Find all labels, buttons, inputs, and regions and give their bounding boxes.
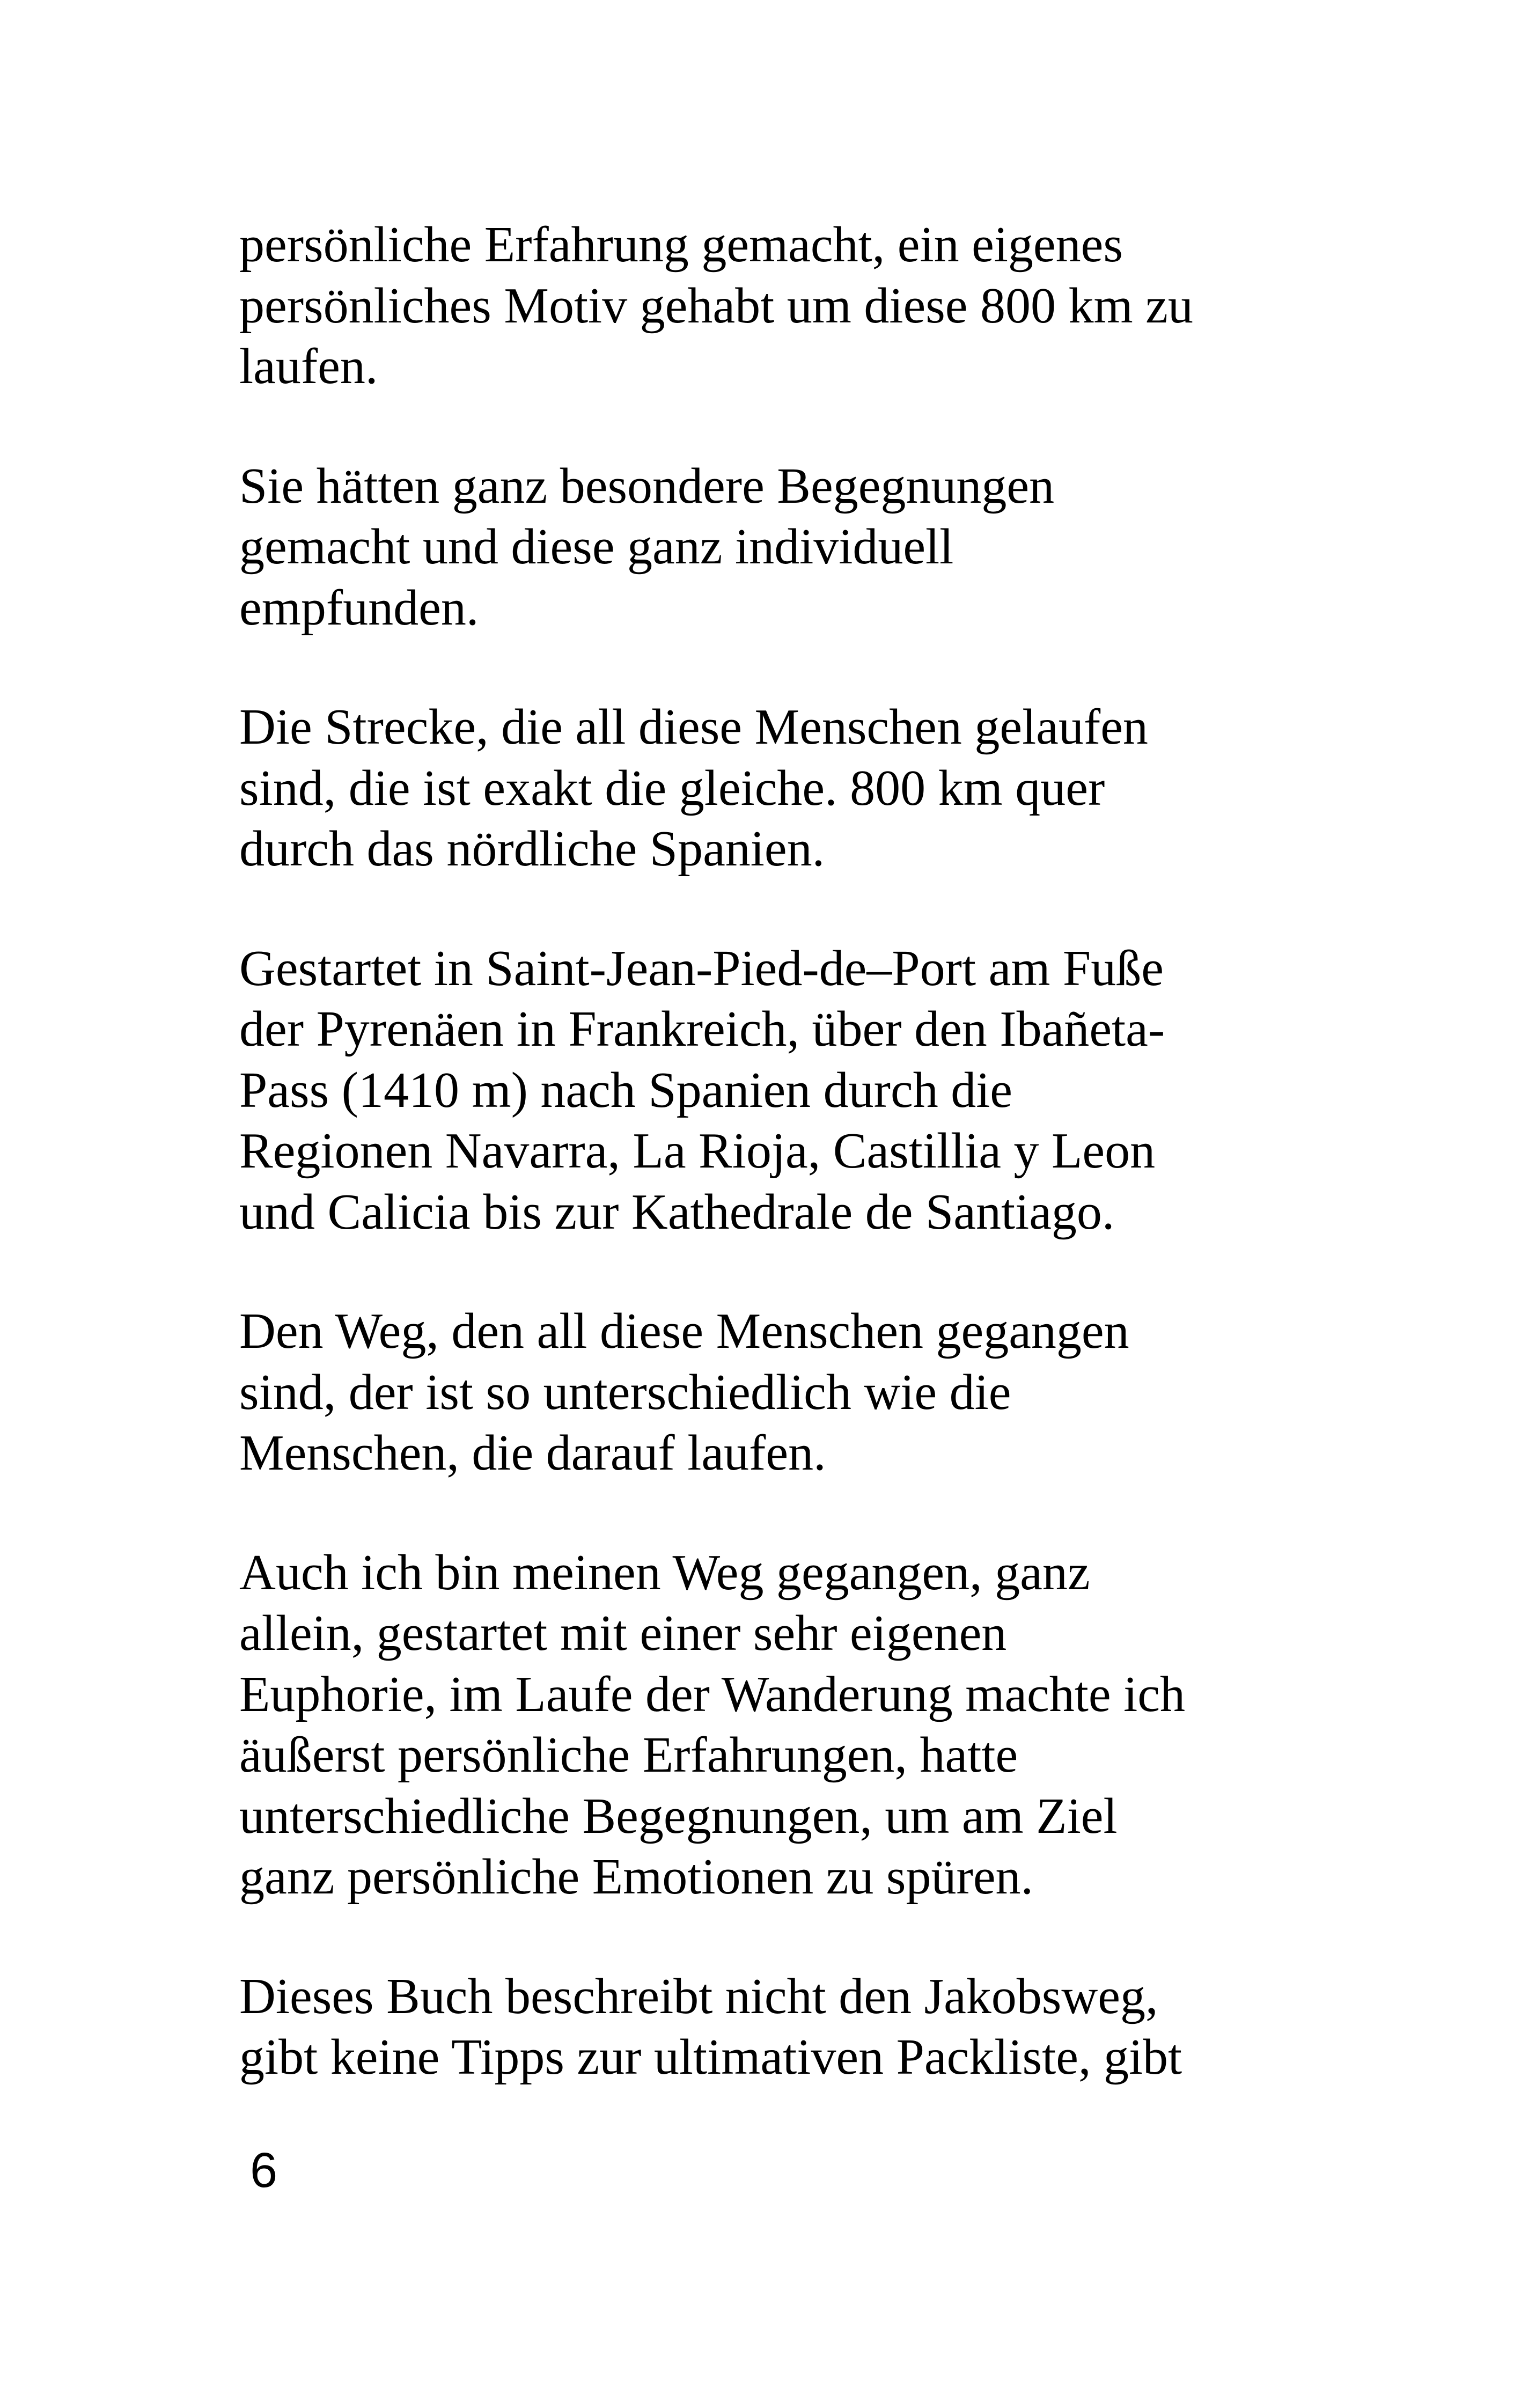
text-line: persönliches Motiv gehabt um diese 800 km zu — [239, 277, 1193, 334]
text-line: und Calicia bis zur Kathedrale de Santiago. — [239, 1184, 1115, 1240]
text-line: äußerst persönliche Erfahrungen, hatte — [239, 1727, 1018, 1783]
text-line: ganz persönliche Emotionen zu spüren. — [239, 1849, 1034, 1905]
paragraph — [239, 697, 1312, 880]
text-line: empfunden. — [239, 579, 479, 636]
text-line: Auch ich bin meinen Weg gegangen, ganz — [239, 1544, 1090, 1601]
paragraph — [239, 456, 1312, 639]
text-line: Menschen, die darauf laufen. — [239, 1425, 826, 1481]
text-line: allein, gestartet mit einer sehr eigenen — [239, 1605, 1007, 1661]
text-line: Dieses Buch beschreibt nicht den Jakobsweg, — [239, 1968, 1158, 2024]
text-line: persönliche Erfahrung gemacht, ein eigenes — [239, 217, 1123, 273]
paragraph — [239, 1966, 1312, 2088]
paragraph — [239, 938, 1312, 1243]
text-line: laufen. — [239, 339, 378, 394]
text-line: gemacht und diese ganz individuell — [239, 519, 954, 575]
page-number: 6 — [250, 2143, 278, 2198]
text-line: Den Weg, den all diese Menschen gegangen — [239, 1303, 1129, 1359]
text-line: Die Strecke, die all diese Menschen gelaufen — [239, 699, 1148, 755]
text-line: Euphorie, im Laufe der Wanderung machte ich — [239, 1666, 1185, 1722]
paragraph — [239, 1301, 1312, 1484]
text-line: sind, die ist exakt die gleiche. 800 km quer — [239, 760, 1105, 816]
text-line: Regionen Navarra, La Rioja, Castillia y Leon — [239, 1123, 1156, 1179]
text-line: unterschiedliche Begegnungen, um am Ziel — [239, 1788, 1118, 1844]
text-line: sind, der ist so unterschiedlich wie die — [239, 1364, 1011, 1420]
text-line: Sie hätten ganz besondere Begegnungen — [239, 458, 1055, 514]
text-line: Pass (1410 m) nach Spanien durch die — [239, 1062, 1013, 1118]
text-line: Gestartet in Saint-Jean-Pied-de–Port am Fuße — [239, 940, 1164, 996]
body-text — [239, 215, 1312, 2147]
text-line: gibt keine Tipps zur ultimativen Packliste, gibt — [239, 2029, 1182, 2085]
paragraph — [239, 215, 1312, 398]
paragraph — [239, 1543, 1312, 1908]
text-line: durch das nördliche Spanien. — [239, 821, 825, 877]
text-line: der Pyrenäen in Frankreich, über den Ibañeta- — [239, 1001, 1165, 1057]
